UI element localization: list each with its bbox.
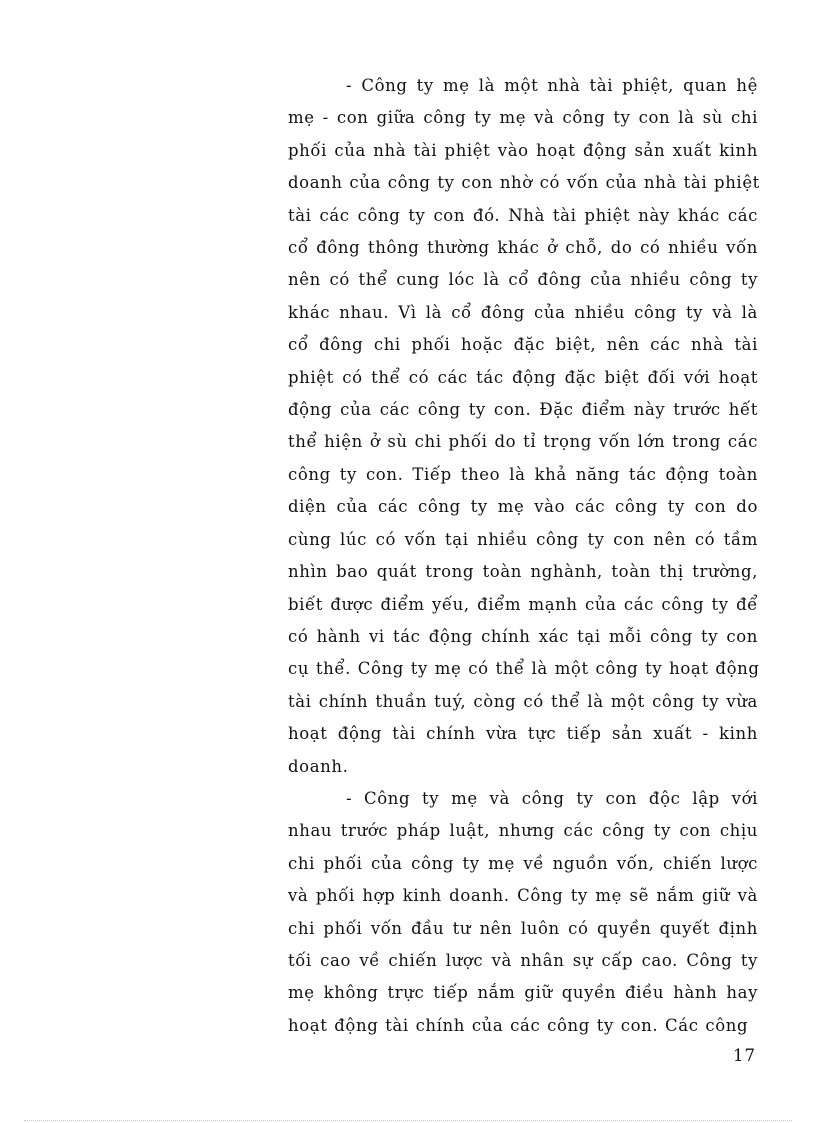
text-line: chi phối vốn đầu tư nên luôn có quyền quyết định (288, 918, 758, 938)
text-line: và phối hợp kinh doanh. Công ty mẹ sẽ nắm giữ và (288, 886, 758, 906)
text-line: công ty con. Tiếp theo là khả năng tác động toàn (288, 464, 758, 484)
text-line: tài chính thuần tuý, còng có thể là một công ty vừa (288, 691, 758, 711)
page-bottom-divider (24, 1120, 792, 1121)
text-line: thể hiện ở sù chi phối do tỉ trọng vốn lớn trong các (288, 432, 758, 452)
text-line: tối cao về chiến lược và nhân sự cấp cao. Công ty (288, 950, 758, 970)
text-line: nhau trước pháp luật, nhưng các công ty con chịu (288, 821, 758, 841)
text-line: doanh. (288, 756, 349, 776)
text-line: - Công ty mẹ và công ty con độc lập với (346, 788, 758, 808)
text-line: mẹ không trực tiếp nắm giữ quyền điều hành hay (288, 983, 758, 1003)
text-line: tài các công ty con đó. Nhà tài phiệt này khác các (288, 205, 758, 225)
text-line: nên có thể cung lóc là cổ đông của nhiều công ty (288, 270, 758, 290)
text-line: - Công ty mẹ là một nhà tài phiệt, quan hệ (346, 76, 758, 95)
text-line: khác nhau. Vì là cổ đông của nhiều công ty và là (288, 302, 758, 322)
body-text (288, 70, 758, 1042)
text-line: cổ đông chi phối hoặc đặc biệt, nên các nhà tài (288, 335, 758, 355)
text-line: hoạt động tài chính vừa tực tiếp sản xuất - kinh (288, 724, 758, 744)
text-line: hoạt động tài chính của các công ty con. Các công (288, 1015, 749, 1035)
text-line: diện của các công ty mẹ vào các công ty con do (288, 497, 758, 517)
text-line: động của các công ty con. Đặc điểm này trước hết (288, 400, 758, 420)
text-line: mẹ - con giữa công ty mẹ và công ty con là sù chi (288, 108, 758, 128)
paragraph-1 (288, 70, 758, 783)
text-line: nhìn bao quát trong toàn nghành, toàn thị trường, (288, 562, 758, 582)
text-line: phối của nhà tài phiệt vào hoạt động sản xuất kinh (288, 140, 758, 160)
text-line: biết được điểm yếu, điểm mạnh của các công ty để (288, 594, 758, 614)
text-line: cổ đông thông thường khác ở chỗ, do có nhiều vốn (288, 238, 758, 258)
page-number: 17 (733, 1046, 756, 1065)
text-line: cụ thể. Công ty mẹ có thể là một công ty hoạt động (288, 659, 760, 679)
text-line: doanh của công ty con nhờ có vốn của nhà tài phiệt (288, 173, 760, 193)
text-line: chi phối của công ty mẹ về nguồn vốn, chiến lược (288, 853, 758, 873)
text-line: cùng lúc có vốn tại nhiều công ty con nên có tầm (288, 529, 758, 549)
text-line: có hành vi tác động chính xác tại mỗi công ty con (288, 626, 758, 646)
text-line: phiệt có thể có các tác động đặc biệt đối với hoạt (288, 367, 758, 387)
paragraph-2 (288, 783, 758, 1042)
